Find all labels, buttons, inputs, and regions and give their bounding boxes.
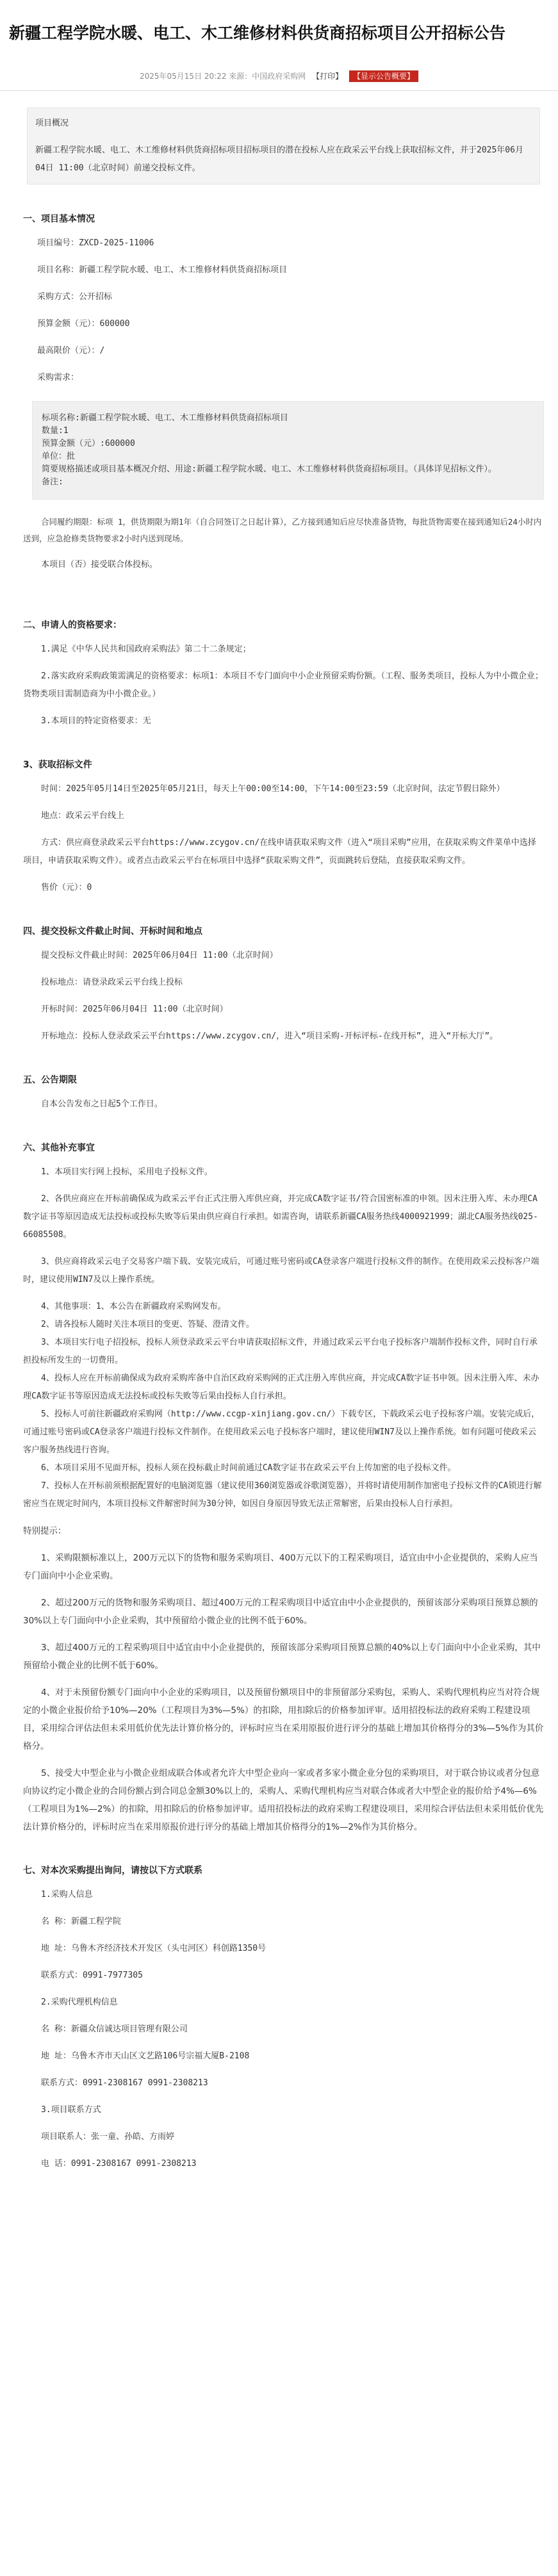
joint-bid: 本项目（否）接受联合体投标。: [41, 560, 158, 570]
supplement-10: 7、投标人在开标前须根据配置好的电脑浏览器（建议使用360浏览器或谷歌浏览器），并将时请使用制作加密电子投标文件的CA锁进行解密应当在规定时间内，本项目投标文件解密时间为30分钟，如因自身原因导致无法正常解密，后果由投标人自行承担。: [23, 1481, 542, 1509]
opening-time: 开标时间：2025年06月04日 11:00（北京时间）: [41, 1005, 228, 1014]
qualification-1: 1.满足《中华人民共和国政府采购法》第二十二条规定；: [41, 644, 251, 654]
page-title: 新疆工程学院水暖、电工、木工维修材料供货商招标项目公开招标公告: [9, 24, 506, 42]
max-price: 最高限价（元）：/: [37, 346, 105, 356]
contact-phone: 电 话：0991-2308167 0991-2308213: [41, 2159, 197, 2169]
print-link[interactable]: 【打印】: [312, 72, 343, 81]
item-quantity: 数量:1: [42, 426, 69, 436]
obtain-method: 方式：供应商登录政采云平台https://www.zcygov.cn/在线申请获取采购文件（进入“项目采购”应用，在获取采购文件菜单中选择项目，申请获取采购文件）。或者点击政采云平台在标项目中选择“获取采购文件”，页面跳转后登陆，直接获取采购文件。: [23, 838, 536, 866]
requirements-label: 采购需求：: [37, 373, 79, 382]
overview-box: [27, 108, 540, 185]
qualification-2: 2.落实政府采购政策需满足的资格要求：标项1：本项目不专门面向中小企业预留采购份额。（工程、服务类项目，投标人为中小微企业；货物类项目需制造商为中小微企业。）: [23, 671, 543, 699]
item-remark: 备注:: [42, 477, 63, 487]
buyer-name: 名 称：新疆工程学院: [41, 1917, 121, 1926]
project-code: 项目编号：ZXCD-2025-11006: [37, 238, 154, 248]
section-2-heading: 二、申请人的资格要求：: [23, 620, 122, 630]
project-name: 项目名称：新疆工程学院水暖、电工、木工维修材料供货商招标项目: [37, 265, 288, 275]
supplement-8: 5、投标人可前往新疆政府采购网（http://www.ccgp-xinjiang.gov.cn/）下载专区，下载政采云电子投标客户端。安装完成后，可通过账号密码或CA登录客户端进行投标文件制作。在使用政采云电子投标客户端时，建议使用WIN7及以上操作系统。如有问题可使政采云客户服务热线进行咨询。: [23, 1409, 540, 1455]
item-description: 简要规格描述或项目基本概况介绍、用途:新疆工程学院水暖、电工、木工维修材料供货商招标项目。（具体详见招标文件）。: [42, 464, 496, 474]
supplement-9: 6、本项目采用不见面开标，投标人须在投标截止时间前通过CA数字证书在政采云平台上传加密的电子投标文件。: [41, 1463, 456, 1473]
show-summary-button[interactable]: 【显示公告概要】: [349, 70, 418, 82]
contract-period: 合同履约期限：标项 1，供货期限为期1年（自合同签订之日起计算），乙方接到通知后应尽快准备货物，每批货物需要在接到通知后24小时内送到，应急抢修类货物要求2小时内送到现场。: [23, 517, 542, 543]
section-1-heading: 一、项目基本情况: [23, 214, 95, 224]
agent-title: 2.采购代理机构信息: [41, 1998, 118, 2007]
special-2: 2、超过200万元的货物和服务采购项目、超过400万元的工程采购项目中适宜由中小企业提供的，预留该部分采购项目预算总额的30%以上专门面向中小企业采购，其中预留给小微企业的比例不低于60%。: [23, 1598, 538, 1626]
submit-deadline: 提交投标文件截止时间：2025年06月04日 11:00（北京时间）: [41, 951, 278, 960]
section-7-heading: 七、对本次采购提出询问，请按以下方式联系: [23, 1866, 202, 1876]
supplement-2: 2、各供应商应在开标前确保成为政采云平台正式注册入库供应商，并完成CA数字证书/符合国密标准的申领。因未注册入库、未办理CA数字证书等原因造成无法投标或投标失败等后果由供应商自行承担。如需咨询，请联系新疆CA服务热线4000921999；湖北CA服务热线025-66085508。: [23, 1194, 538, 1240]
buyer-title: 1.采购人信息: [41, 1890, 93, 1899]
special-label: 特别提示：: [23, 1526, 67, 1536]
supplement-6: 3、本项目实行电子招投标，投标人须登录政采云平台申请获取招标文件，并通过政采云平台电子投标客户端制作投标文件，同时自行承担投标所发生的一切费用。: [23, 1338, 537, 1365]
procurement-method: 采购方式：公开招标: [37, 292, 113, 302]
section-3-heading: 3、获取招标文件: [23, 760, 92, 770]
source-text: 来源：中国政府采购网: [229, 72, 306, 81]
supplement-3: 3、供应商将政采云电子交易客户端下载、安装完成后，可通过账号密码或CA登录客户端进行投标文件的制作。在使用政采云投标客户端时，建议使用WIN7及以上操作系统。: [23, 1257, 539, 1284]
meta-bar: [0, 70, 558, 81]
overview-label: 项目概况: [35, 119, 69, 128]
obtain-place: 地点：政采云平台线上: [41, 811, 125, 821]
budget: 预算金额（元）：600000: [37, 319, 130, 329]
item-budget: 预算金额（元）:600000: [42, 439, 135, 448]
item-unit: 单位：批: [42, 452, 76, 461]
announcement-body: [0, 108, 558, 2173]
notice-period: 自本公告发布之日起5个工作日。: [41, 1099, 163, 1109]
qualification-3: 3.本项目的特定资格要求：无: [41, 716, 151, 726]
contact-title: 3.项目联系方式: [41, 2105, 101, 2115]
divider: [0, 90, 558, 91]
section-5-heading: 五、公告期限: [23, 1075, 77, 1085]
opening-place: 开标地点：投标人登录政采云平台https://www.zcygov.cn/，进入“项目采购-开标评标-在线开标”，进入“开标大厅”。: [41, 1031, 498, 1041]
agent-name: 名 称：新疆众信诚达项目管理有限公司: [41, 2024, 188, 2034]
section-4-heading: 四、提交投标文件截止时间、开标时间和地点: [23, 926, 202, 937]
buyer-phone: 联系方式：0991-7977305: [41, 1971, 143, 1980]
obtain-time: 时间：2025年05月14日至2025年05月21日，每天上午00:00至14:00，下午14:00至23:59（北京时间，法定节假日除外）: [41, 784, 505, 794]
overview-text: 新疆工程学院水暖、电工、木工维修材料供货商招标项目招标项目的潜在投标人应在政采云平台线上获取招标文件，并于2025年06月04日 11:00（北京时间）前递交投标文件。: [35, 145, 523, 173]
supplement-1: 1、本项目实行网上投标，采用电子投标文件。: [41, 1167, 213, 1177]
item-name: 标项名称:新疆工程学院水暖、电工、木工维修材料供货商招标项目: [42, 413, 288, 423]
supplement-4: 4、其他事项：1、本公告在新疆政府采购网发布。: [41, 1302, 226, 1311]
publish-date: 2025年05月15日 20:22: [139, 72, 227, 81]
special-3: 3、超过400万元的工程采购项目中适宜由中小企业提供的，预留该部分采购项目预算总额的40%以上专门面向中小企业采购，其中预留给小微企业的比例不低于60%。: [23, 1643, 541, 1671]
section-6-heading: 六、其他补充事宜: [23, 1143, 95, 1153]
special-1: 1、采购限额标准以上，200万元以下的货物和服务采购项目、400万元以下的工程采购项目，适宜由中小企业提供的，采购人应当专门面向中小企业采购。: [23, 1553, 538, 1581]
contact-person: 项目联系人：张一童、孙皓、方雨婷: [41, 2132, 175, 2142]
requirements-box: [32, 401, 544, 500]
agent-phone: 联系方式：0991-2308167 0991-2308213: [41, 2078, 208, 2088]
supplement-7: 4、投标人应在开标前确保成为政府采购库备中自治区政府采购网的正式注册入库供应商，并完成CA数字证书申领。因未注册入库、未办理CA数字证书等原因造成无法投标或投标失败等后果由投标人自行承担。: [23, 1374, 539, 1401]
agent-address: 地 址：乌鲁木齐市天山区文艺路106号宗福大厦B-2108: [41, 2051, 250, 2061]
bid-place: 投标地点：请登录政采云平台线上投标: [41, 978, 183, 987]
buyer-address: 地 址：乌鲁木齐经济技术开发区（头屯河区）科创路1350号: [41, 1944, 267, 1953]
special-5: 5、接受大中型企业与小微企业组成联合体或者允许大中型企业向一家或者多家小微企业分包的采购项目，对于联合协议或者分包意向协议约定小微企业的合同份额占到合同总金额30%以上的，采购人、采购代理机构应当对联合体或者大中型企业的报价给予4%—6%（工程项目为1%—2%）的扣除，用扣除后的价格参加评审。适用招投标法的政府采购工程建设项目，采用综合评估法但未采用低价优先法计算价格分的，评标时应当在采用原报价进行评分的基础上增加其价格得分的1%—2%作为其价格分。: [23, 1768, 544, 1832]
doc-price: 售价（元）：0: [41, 883, 92, 892]
special-4: 4、对于未预留份额专门面向中小企业的采购项目，以及预留份额项目中的非预留部分采购包，采购人、采购代理机构应当对符合规定的小微企业报价给予10%—20%（工程项目为3%—5%）的扣除，用扣除后的价格参加评审。适用招投标法的政府采购工程建设项目，采用综合评估法但未采用低价优先法计算价格分的，评标时应当在采用原报价进行评分的基础上增加其价格得分的3%—5%作为其价格分。: [23, 1687, 544, 1752]
supplement-5: 2、请各投标人随时关注本项目的变更、答疑、澄清文件。: [41, 1320, 254, 1329]
